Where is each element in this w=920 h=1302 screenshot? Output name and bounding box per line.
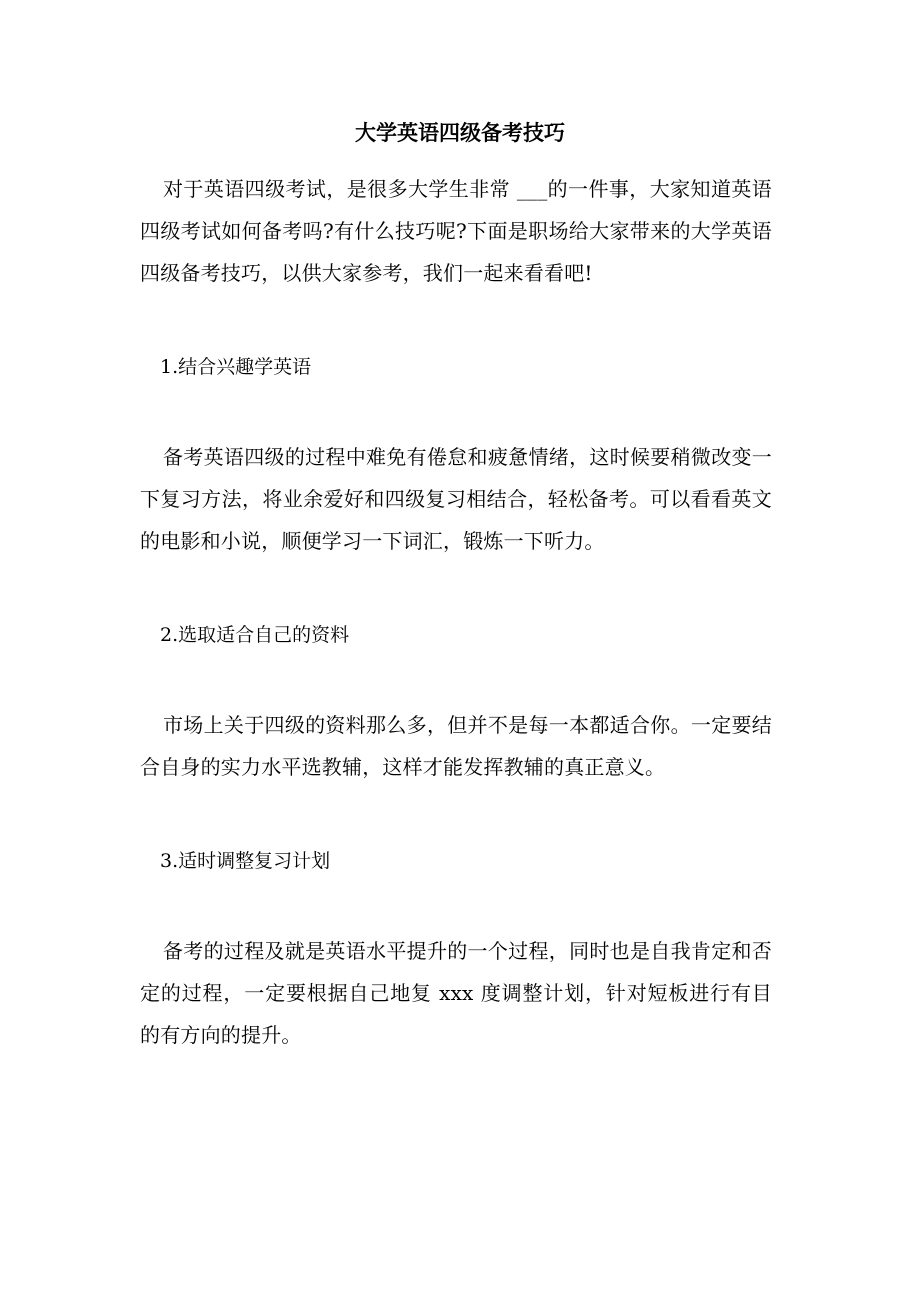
spacer [140,562,772,614]
intro-paragraph: 对于英语四级考试，是很多大学生非常 ___的一件事，大家知道英语四级考试如何备考吗?有什么技巧呢?下面是职场给大家带来的大学英语四级备考技巧，以供大家参考，我们一起来看看吧! [140,177,772,285]
spacer [140,388,772,436]
spacer [140,788,772,840]
spacer [140,882,772,930]
section-heading-3: 3.适时调整复习计划 [160,850,331,872]
document-body [140,168,772,1056]
spacer [140,294,772,346]
page-title: 大学英语四级备考技巧 [355,120,565,145]
section-body-1: 备考英语四级的过程中难免有倦怠和疲惫情绪，这时候要稍微改变一下复习方法，将业余爱好和四级复习相结合，轻松备考。可以看看英文的电影和小说，顺便学习一下词汇，锻炼一下听力。 [140,445,772,553]
section-heading-2: 2.选取适合自己的资料 [160,624,350,646]
section-body-3: 备考的过程及就是英语水平提升的一个过程，同时也是自我肯定和否定的过程，一定要根据自己地复 xxx 度调整计划，针对短板进行有目的有方向的提升。 [140,939,772,1047]
spacer [140,656,772,704]
section-body-2: 市场上关于四级的资料那么多，但并不是每一本都适合你。一定要结合自身的实力水平选教辅，这样才能发挥教辅的真正意义。 [140,713,772,779]
section-heading-1: 1.结合兴趣学英语 [160,356,312,378]
